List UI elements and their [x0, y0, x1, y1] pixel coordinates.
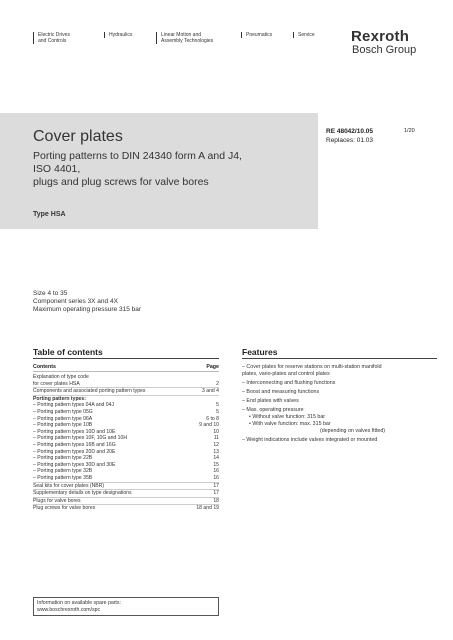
toc-entry-page: [199, 374, 219, 381]
info-box-text: Information on available spare parts: www.boschrexroth.com/spc: [37, 600, 121, 613]
toc-row[interactable]: [33, 468, 219, 475]
subtitle-line: Porting patterns to DIN 24340 form A and J4,: [33, 150, 242, 162]
toc-entry-page: 3 and 4: [202, 388, 219, 395]
toc-row[interactable]: [33, 482, 219, 490]
type-label: Type HSA: [33, 211, 66, 218]
toc-row[interactable]: [33, 455, 219, 462]
page-title: Cover plates: [33, 128, 123, 145]
toc-entry-page: 5: [216, 402, 219, 409]
subtitle-line: plugs and plug screws for valve bores: [33, 176, 209, 188]
toc-entry-label: – Porting pattern type 10B: [33, 422, 93, 429]
feature-text: – Boost and measuring functions: [242, 389, 320, 395]
brand-subtitle: Bosch Group: [352, 44, 417, 56]
toc-row[interactable]: [33, 435, 219, 442]
subtitle-line: ISO 4401,: [33, 163, 81, 175]
toc-entry-page: 11: [213, 435, 219, 442]
feature-item: [242, 380, 437, 387]
feature-text: – End plates with valves: [242, 398, 299, 404]
toc-row[interactable]: [33, 402, 219, 409]
toc-row[interactable]: [33, 422, 219, 429]
features-heading: Features: [242, 347, 278, 357]
feature-text: – Max. operating pressure: [242, 407, 304, 413]
toc-row[interactable]: [33, 489, 219, 497]
toc-row[interactable]: [33, 395, 219, 403]
toc-entry-page: [199, 396, 219, 403]
toc-entry-label: – Porting pattern type 32B: [33, 468, 93, 475]
toc-entry-label: Components and associated porting pattern types: [33, 388, 146, 395]
feature-item: [242, 364, 437, 378]
toc-row[interactable]: [33, 381, 219, 388]
pressure-note: (depending on valves fitted): [320, 428, 386, 434]
replaces-note: Replaces: 01.03: [326, 137, 373, 144]
toc-entry-label: Explanation of type code: [33, 374, 89, 380]
page-subtitle: [33, 150, 303, 189]
features-divider: [242, 358, 437, 359]
toc-entry-label: – Porting pattern types 10D and 10E: [33, 428, 116, 435]
spec-line: Size 4 to 35: [33, 290, 68, 297]
toc-row[interactable]: [33, 416, 219, 423]
toc-entry-page: 2: [216, 380, 219, 387]
feature-item: [242, 398, 437, 405]
features-list: [242, 364, 437, 446]
spare-parts-info-box: [33, 597, 219, 616]
toc-entry-label: – Porting pattern types 10F, 10G and 10H: [33, 435, 128, 442]
toc-row[interactable]: [33, 442, 219, 449]
toc-entry-page: 10: [213, 428, 219, 435]
toc-entry-label: Plug screws for valve bores: [33, 505, 96, 512]
feature-item: [242, 407, 437, 435]
toc-entry-label: Supplementary details on type designations: [33, 490, 132, 497]
toc-entry-page: 14: [213, 455, 219, 462]
toc-entry-label: Plugs for valve bores: [33, 497, 81, 504]
toc-entry-label: Seal kits for cover plates (NBR): [33, 482, 105, 489]
toc-entry-label: – Porting pattern type 22B: [33, 455, 93, 462]
toc-entry-page: 17: [213, 490, 219, 497]
toc-row[interactable]: [33, 475, 219, 482]
toc-entry-label: – Porting pattern types 30D and 30E: [33, 461, 116, 468]
toc-row[interactable]: [33, 504, 219, 512]
toc-divider: [33, 358, 219, 359]
nav-linear-motion[interactable]: Linear Motion and Assembly Technologies: [156, 32, 213, 44]
page-number: 1/20: [404, 128, 415, 134]
spec-line: Component series 3X and 4X: [33, 298, 118, 305]
toc-row[interactable]: [33, 409, 219, 416]
toc-entry-page: 13: [213, 448, 219, 455]
toc-entry-label: – Porting pattern type 06A: [33, 415, 93, 422]
spec-line: Maximum operating pressure 315 bar: [33, 306, 142, 313]
toc-heading: Table of contents: [33, 347, 103, 357]
nav-service[interactable]: Service: [293, 32, 315, 38]
feature-item: [242, 389, 437, 396]
toc-entry-label: – Porting pattern type 05G: [33, 408, 93, 415]
brand-logo: Rexroth: [351, 28, 410, 45]
toc-entry-label: – Porting pattern types 20D and 20E: [33, 448, 116, 455]
nav-electric-drives[interactable]: Electric Drives and Controls: [33, 32, 70, 44]
feature-text: – Interconnecting and flushing functions: [242, 380, 336, 386]
feature-text: – Weight indications include valves integrated or mounted: [242, 437, 378, 443]
toc-entry-label: – Porting pattern types 04A and 04J: [33, 402, 114, 409]
toc-col-contents: Contents: [33, 364, 56, 370]
toc-entry-label: Porting pattern types:: [33, 395, 86, 402]
table-of-contents: [33, 364, 219, 512]
nav-pneumatics[interactable]: Pneumatics: [241, 32, 272, 38]
toc-entry-page: 16: [213, 468, 219, 475]
feature-item: [242, 437, 437, 444]
toc-entry-page: 15: [213, 461, 219, 468]
toc-row[interactable]: [33, 497, 219, 505]
toc-entry-page: 16: [213, 474, 219, 481]
toc-entry-page: 5: [216, 408, 219, 415]
feature-text: – Cover plates for reserve stations on multi-station manifold plates, vario-plates and control plates: [242, 364, 382, 377]
toc-entry-page: 18 and 19: [196, 505, 219, 512]
toc-entry-page: 17: [213, 482, 219, 489]
pressure-with-valve: • With valve function: max. 315 bar: [249, 421, 331, 427]
toc-header-row: [33, 364, 219, 372]
toc-entry-page: 9 and 10: [199, 422, 219, 429]
toc-entry-label: for cover plates HSA: [33, 380, 80, 387]
toc-entry-page: 6 to 8: [206, 415, 219, 422]
toc-col-page: Page: [206, 364, 219, 370]
specs-summary: [33, 290, 141, 314]
toc-row[interactable]: [33, 429, 219, 436]
toc-entry-label: – Porting pattern type 35B: [33, 474, 93, 481]
document-reference: RE 48042/10.05: [326, 128, 373, 135]
toc-entry-label: – Porting pattern types 16B and 16G: [33, 441, 116, 448]
nav-hydraulics[interactable]: Hydraulics: [104, 32, 132, 38]
toc-row[interactable]: [33, 374, 219, 381]
toc-entry-page: 18: [213, 497, 219, 504]
toc-entry-page: 12: [213, 441, 219, 448]
toc-row[interactable]: [33, 462, 219, 469]
pressure-without-valve: • Without valve function: 315 bar: [249, 414, 326, 420]
toc-row[interactable]: [33, 387, 219, 395]
toc-row[interactable]: [33, 449, 219, 456]
